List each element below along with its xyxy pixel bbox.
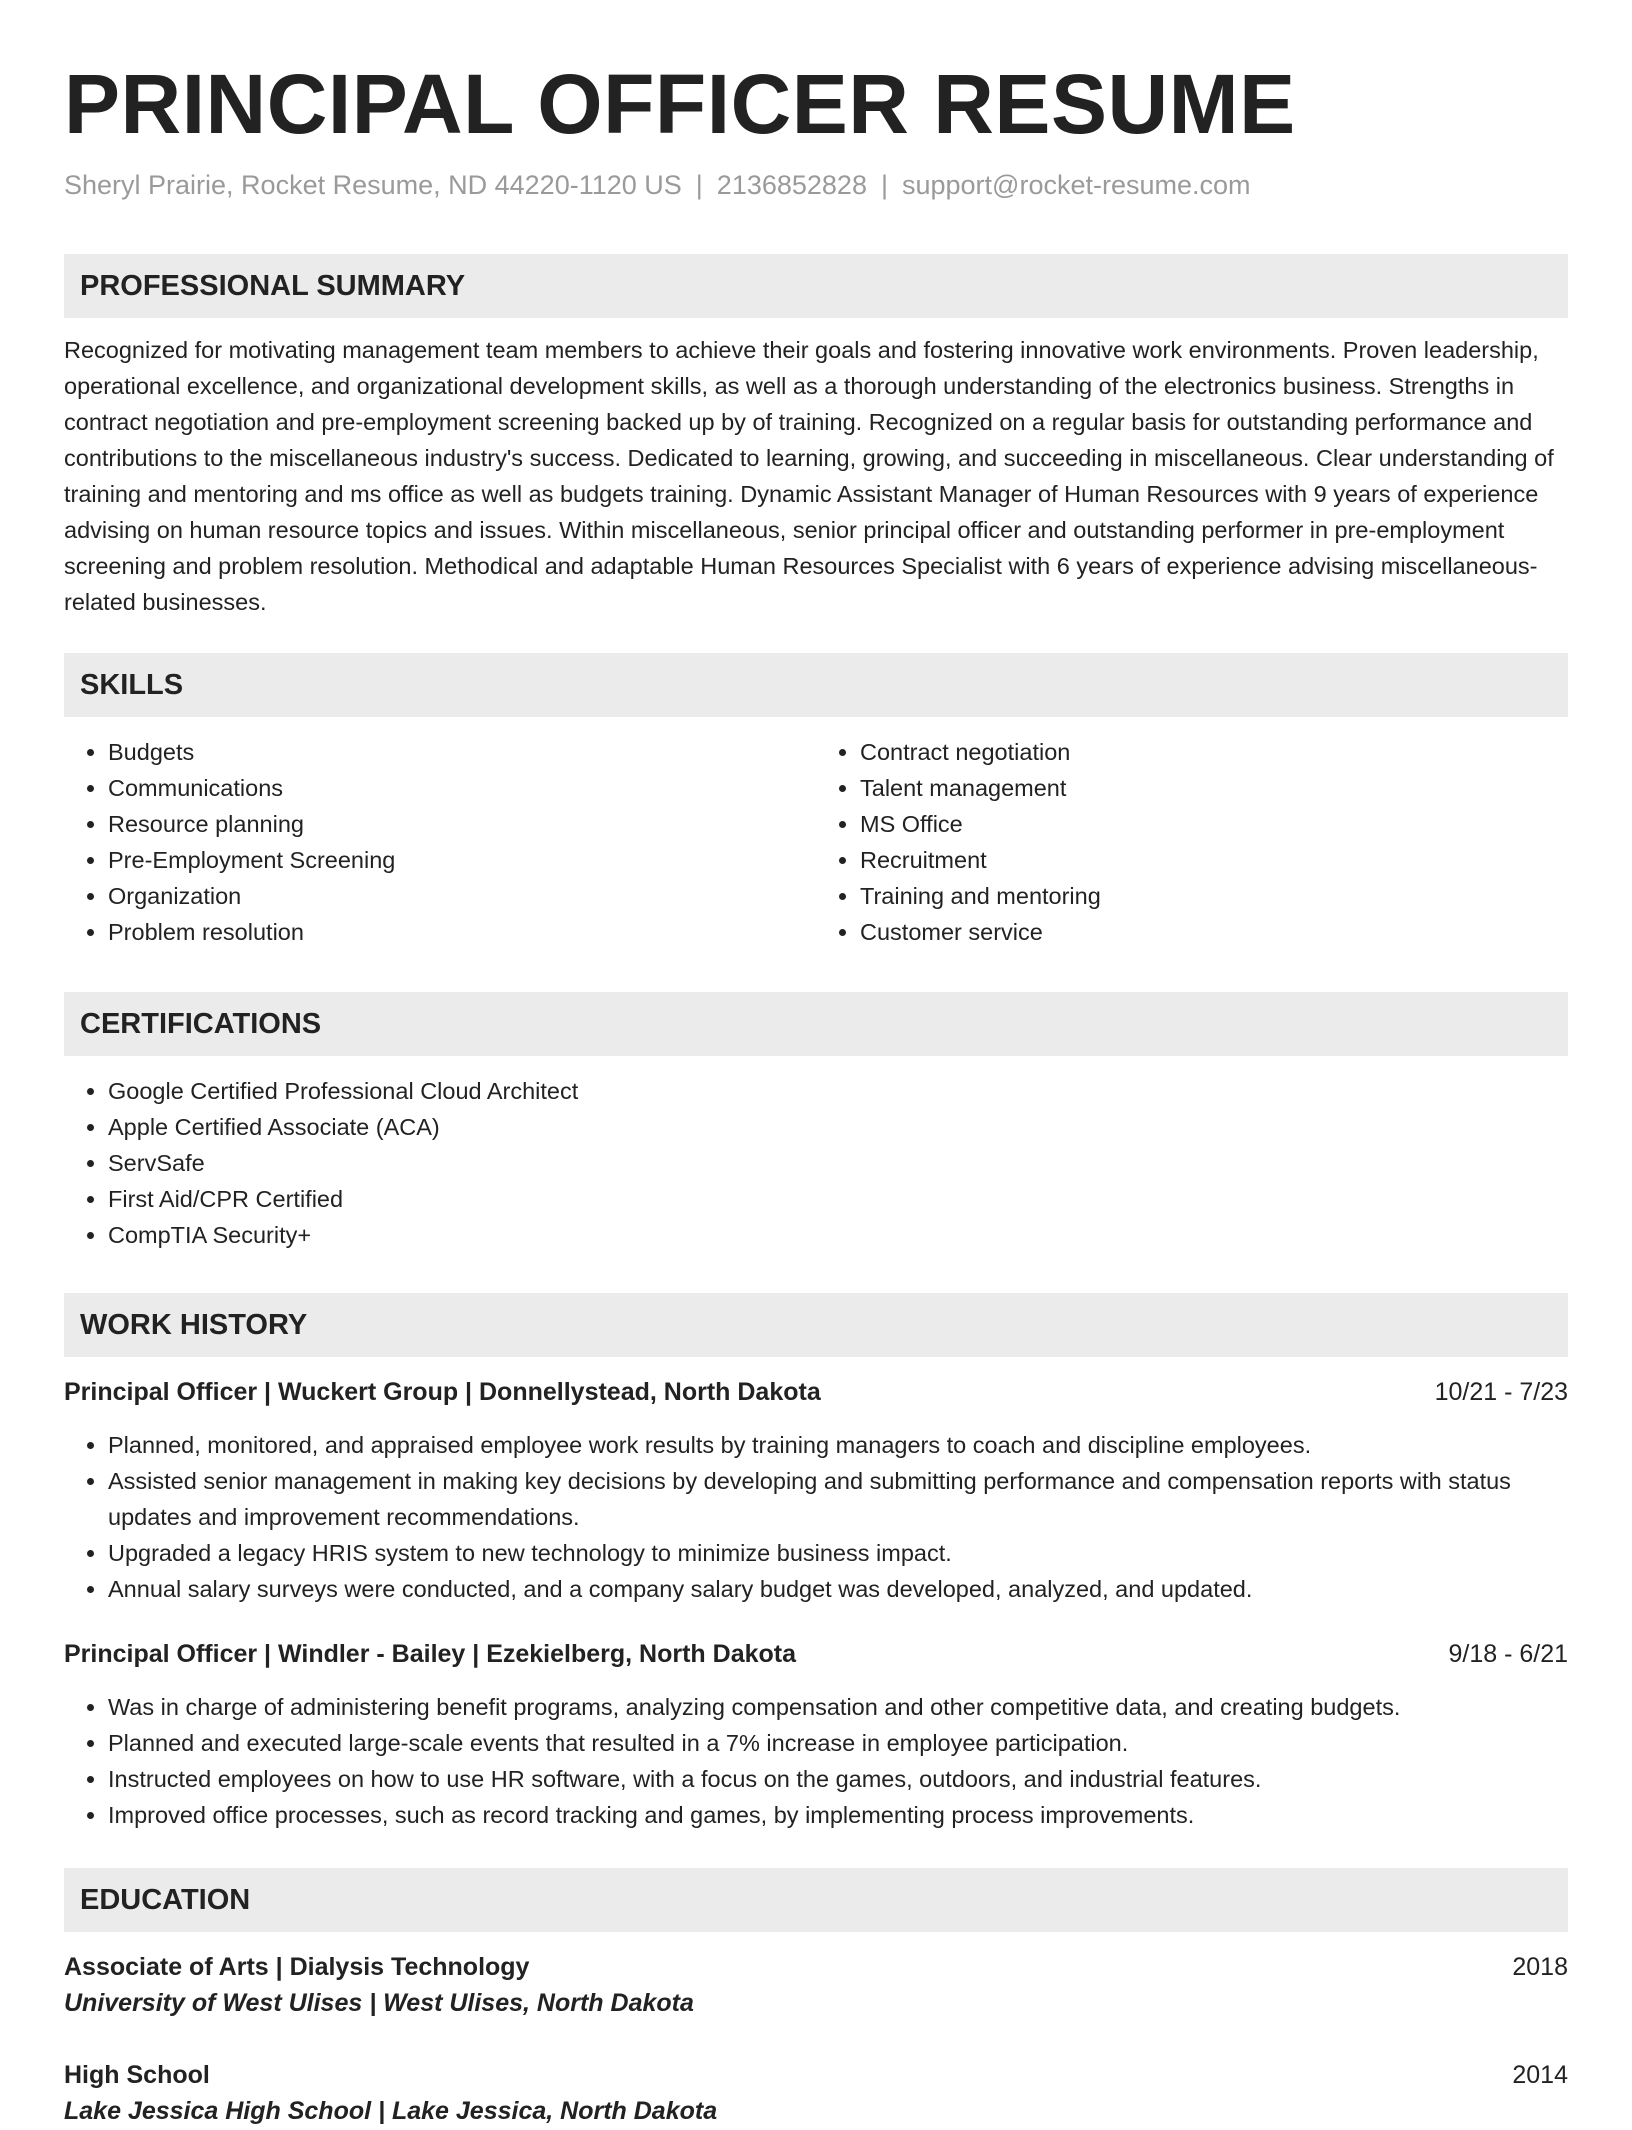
job-entry [64, 1637, 1568, 1833]
certification-item: • Google Certified Professional Cloud Architect [108, 1073, 1568, 1109]
job-bullet: • Planned and executed large-scale events that resulted in a 7% increase in employee participation. [108, 1725, 1568, 1761]
job-bullets [64, 1689, 1568, 1833]
job-bullets [64, 1427, 1568, 1607]
job-bullet: • Improved office processes, such as record tracking and games, by implementing process improvements. [108, 1797, 1568, 1833]
certifications-list [64, 1073, 1568, 1253]
job-entry [64, 1375, 1568, 1607]
contact-email: support@rocket-resume.com [901, 170, 1251, 200]
skill-item: • MS Office [860, 806, 1568, 842]
job-bullet: • Was in charge of administering benefit programs, analyzing compensation and other competitive data, and creating budgets. [108, 1689, 1568, 1725]
job-header [64, 1375, 1568, 1409]
skill-item: • Recruitment [860, 842, 1568, 878]
education-header [64, 2058, 1568, 2092]
job-dates: 9/18 - 6/21 [1448, 1640, 1568, 1668]
education-year: 2014 [1512, 2061, 1568, 2089]
job-dates: 10/21 - 7/23 [1434, 1378, 1568, 1406]
section-heading-skills: SKILLS [64, 653, 1568, 717]
job-header [64, 1637, 1568, 1671]
skills-section [64, 653, 1568, 950]
skill-item: • Talent management [860, 770, 1568, 806]
certification-item: • Apple Certified Associate (ACA) [108, 1109, 1568, 1145]
education-degree: High School [64, 2061, 210, 2089]
resume-content [64, 58, 1568, 2130]
skill-item: • Resource planning [108, 806, 816, 842]
section-heading-summary: PROFESSIONAL SUMMARY [64, 254, 1568, 318]
education-entry [64, 1950, 1568, 2022]
education-header [64, 1950, 1568, 1984]
section-heading-work-history: WORK HISTORY [64, 1293, 1568, 1357]
summary-text: Recognized for motivating management team members to achieve their goals and fostering innovative work environments. Proven leadership, operational excellence, and organizational development skills, as well as a thorough understanding of the electronics business. Strengths in contract negotiation and pre-employment screening backed up by of training. Recognized on a regular basis for outstanding performance and contributions to the miscellaneous industry's success. Dedicated to learning, growing, and succeeding in miscellaneous. Clear understanding of training and mentoring and ms office as well as budgets training. Dynamic Assistant Manager of Human Resources with 9 years of experience advising on human resource topics and issues. Within miscellaneous, senior principal officer and outstanding performer in pre-employment screening and problem resolution. Methodical and adaptable Human Resources Specialist with 6 years of experience advising miscellaneous-related businesses. [64, 337, 1554, 615]
section-heading-education: EDUCATION [64, 1868, 1568, 1932]
skill-item: • Problem resolution [108, 914, 816, 950]
skill-item: • Communications [108, 770, 816, 806]
skill-item: • Customer service [860, 914, 1568, 950]
resume-title: PRINCIPAL OFFICER RESUME [64, 57, 1296, 151]
section-heading-certifications: CERTIFICATIONS [64, 992, 1568, 1056]
education-school: University of West Ulises | West Ulises, North Dakota [64, 1989, 694, 2017]
contact-separator: | [880, 170, 888, 200]
contact-separator: | [695, 170, 703, 200]
contact-line [64, 168, 1568, 202]
skill-item: • Training and mentoring [860, 878, 1568, 914]
skill-item: • Organization [108, 878, 816, 914]
job-title: Principal Officer | Windler - Bailey | Ezekielberg, North Dakota [64, 1640, 797, 1668]
certification-item: • ServSafe [108, 1145, 1568, 1181]
education-school: Lake Jessica High School | Lake Jessica, North Dakota [64, 2097, 718, 2125]
contact-phone: 2136852828 [716, 170, 867, 200]
job-bullet: • Annual salary surveys were conducted, and a company salary budget was developed, analyzed, and updated. [108, 1571, 1568, 1607]
job-title: Principal Officer | Wuckert Group | Donnellystead, North Dakota [64, 1378, 821, 1406]
skill-item: • Pre-Employment Screening [108, 842, 816, 878]
contact-address: Sheryl Prairie, Rocket Resume, ND 44220-1120 US [64, 170, 682, 200]
job-bullet: • Instructed employees on how to use HR software, with a focus on the games, outdoors, and industrial features. [108, 1761, 1568, 1797]
certifications-section [64, 992, 1568, 1253]
skill-item: • Budgets [108, 734, 816, 770]
certification-item: • CompTIA Security+ [108, 1217, 1568, 1253]
education-degree: Associate of Arts | Dialysis Technology [64, 1953, 530, 1981]
skill-item: • Contract negotiation [860, 734, 1568, 770]
skills-list-right [816, 734, 1568, 950]
work-history-section [64, 1293, 1568, 1833]
summary-section [64, 254, 1568, 620]
certification-item: • First Aid/CPR Certified [108, 1181, 1568, 1217]
job-bullet: • Assisted senior management in making key decisions by developing and submitting performance and compensation reports with status updates and improvement recommendations. [108, 1463, 1568, 1535]
job-bullet: • Planned, monitored, and appraised employee work results by training managers to coach and discipline employees. [108, 1427, 1568, 1463]
skills-list-left [64, 734, 816, 950]
skills-columns [64, 734, 1568, 950]
education-section [64, 1868, 1568, 2130]
education-entry [64, 2058, 1568, 2130]
education-year: 2018 [1512, 1953, 1568, 1981]
job-bullet: • Upgraded a legacy HRIS system to new technology to minimize business impact. [108, 1535, 1568, 1571]
